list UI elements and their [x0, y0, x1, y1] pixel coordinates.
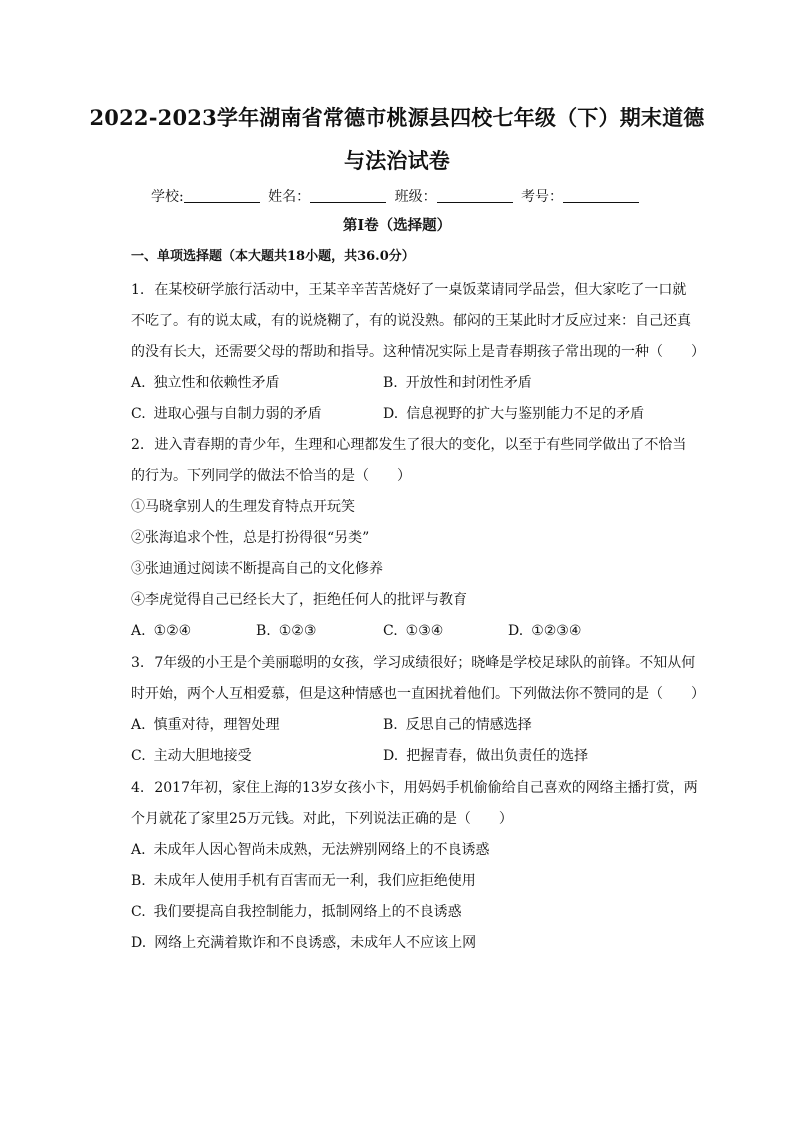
option-letter: C. [131, 904, 146, 920]
question-1-option-c [131, 404, 322, 424]
option-text: 独立性和依赖性矛盾 [153, 375, 280, 391]
question-3-option-c [131, 746, 252, 766]
exam-number-blank [563, 188, 639, 203]
class-label: 班级： [394, 189, 437, 205]
part-title: 第I卷（选择题） [342, 217, 452, 234]
question-3-option-d [383, 746, 588, 766]
question-1-option-d [383, 404, 644, 424]
question-2-line-1 [131, 435, 687, 455]
question-2-statement-1: ①马晓拿别人的生理发育特点开玩笑 [131, 499, 355, 515]
name-label: 姓名： [268, 189, 311, 205]
option-letter: B. [383, 375, 398, 391]
name-blank [310, 188, 386, 203]
exam-number-label: 考号： [521, 189, 564, 205]
option-text: 网络上充满着欺诈和不良诱惑，未成年人不应该上网 [154, 935, 477, 951]
question-1-option-b [383, 373, 532, 393]
question-1-line-3: 的没有长大，还需要父母的帮助和指导。这种情况实际上是青春期孩子常出现的一种（ ） [131, 344, 705, 360]
option-text: 信息视野的扩大与鉴别能力不足的矛盾 [406, 406, 645, 422]
question-2-statement-4: ④李虎觉得自己已经长大了，拒绝任何人的批评与教育 [131, 592, 467, 608]
option-text: 反思自己的情感选择 [405, 717, 532, 733]
option-letter: C. [131, 406, 146, 422]
question-2-statement-3: ③张迪通过阅读不断提高自己的文化修养 [131, 561, 383, 577]
question-1-line-1 [131, 280, 687, 300]
option-text: 未成年人因心智尚未成熟，无法辨别网络上的不良诱惑 [153, 842, 490, 858]
option-letter: A. [131, 623, 146, 639]
question-4-line-2: 个月就花了家里25万元钱。对此，下列说法正确的是（ ） [131, 811, 513, 827]
option-letter: D. [383, 748, 399, 764]
question-3-line-1 [131, 653, 696, 673]
option-letter: A. [131, 375, 146, 391]
option-letter: D. [383, 406, 399, 422]
question-1-line-2: 不吃了。有的说太咸，有的说烧糊了，有的说没熟。郁闷的王某此时才反应过来：自己还真 [131, 313, 691, 329]
question-2-line-2: 的行为。下列同学的做法不恰当的是（ ） [131, 468, 411, 484]
option-text: 进取心强与自制力弱的矛盾 [153, 406, 322, 422]
question-3-option-b [383, 715, 532, 735]
class-blank [437, 188, 513, 203]
question-2-option-c [383, 621, 443, 641]
option-text: 未成年人使用手机有百害而无一利，我们应拒绝使用 [153, 873, 476, 889]
option-text: ①③④ [405, 623, 444, 639]
option-text: ①②④ [153, 623, 192, 639]
student-info-row [0, 187, 794, 207]
option-letter: B. [383, 717, 398, 733]
question-text: 7年级的小王是个美丽聪明的女孩，学习成绩很好；晓峰是学校足球队的前锋。不知从何 [154, 655, 696, 671]
question-3-line-2: 时开始，两个人互相爱慕，但是这种情感也一直困扰着他们。下列做法你不赞同的是（ ） [131, 686, 705, 702]
question-number: 1. [131, 282, 145, 298]
question-2-statement-2: ②张海追求个性，总是打扮得很“另类” [131, 530, 370, 546]
question-3-option-a [131, 715, 280, 735]
option-text: 把握青春，做出负责任的选择 [406, 748, 589, 764]
question-text: 进入青春期的青少年，生理和心理都发生了很大的变化，以至于有些同学做出了不恰当 [154, 437, 687, 453]
option-letter: C. [131, 748, 146, 764]
question-number: 3. [131, 655, 145, 671]
option-text: ①②③ [278, 623, 317, 639]
question-4-option-a [131, 840, 490, 860]
option-text: ①②③④ [531, 623, 582, 639]
option-letter: A. [131, 842, 146, 858]
option-letter: A. [131, 717, 146, 733]
option-letter: B. [131, 873, 146, 889]
option-text: 我们要提高自我控制能力，抵制网络上的不良诱惑 [153, 904, 462, 920]
option-letter: B. [256, 623, 271, 639]
question-text: 在某校研学旅行活动中，王某辛辛苦苦烧好了一桌饭菜请同学品尝，但大家吃了一口就 [154, 282, 687, 298]
question-2-option-a [131, 621, 191, 641]
question-2-option-b [256, 621, 316, 641]
question-number: 4. [131, 780, 145, 796]
option-text: 主动大胆地接受 [153, 748, 252, 764]
option-text: 开放性和封闭性矛盾 [405, 375, 532, 391]
question-4-option-d [131, 933, 476, 953]
question-1-option-a [131, 373, 280, 393]
question-2-option-d [508, 621, 581, 641]
option-text: 慎重对待，理智处理 [153, 717, 280, 733]
school-blank [184, 188, 260, 203]
school-label: 学校: [150, 189, 184, 205]
question-4-line-1 [131, 778, 698, 798]
exam-title-line-1: 2022-2023学年湖南省常德市桃源县四校七年级（下）期末道德 [89, 105, 705, 130]
question-text: 2017年初，家住上海的13岁女孩小卞，用妈妈手机偷偷给自己喜欢的网络主播打赏，两 [154, 780, 698, 796]
exam-title-line-2: 与法治试卷 [344, 148, 450, 173]
question-4-option-b [131, 871, 476, 891]
question-number: 2. [131, 437, 145, 453]
option-letter: D. [508, 623, 524, 639]
section-heading: 一、单项选择题（本大题共18小题，共36.0分） [131, 249, 415, 264]
option-letter: C. [383, 623, 398, 639]
question-4-option-c [131, 902, 462, 922]
option-letter: D. [131, 935, 147, 951]
